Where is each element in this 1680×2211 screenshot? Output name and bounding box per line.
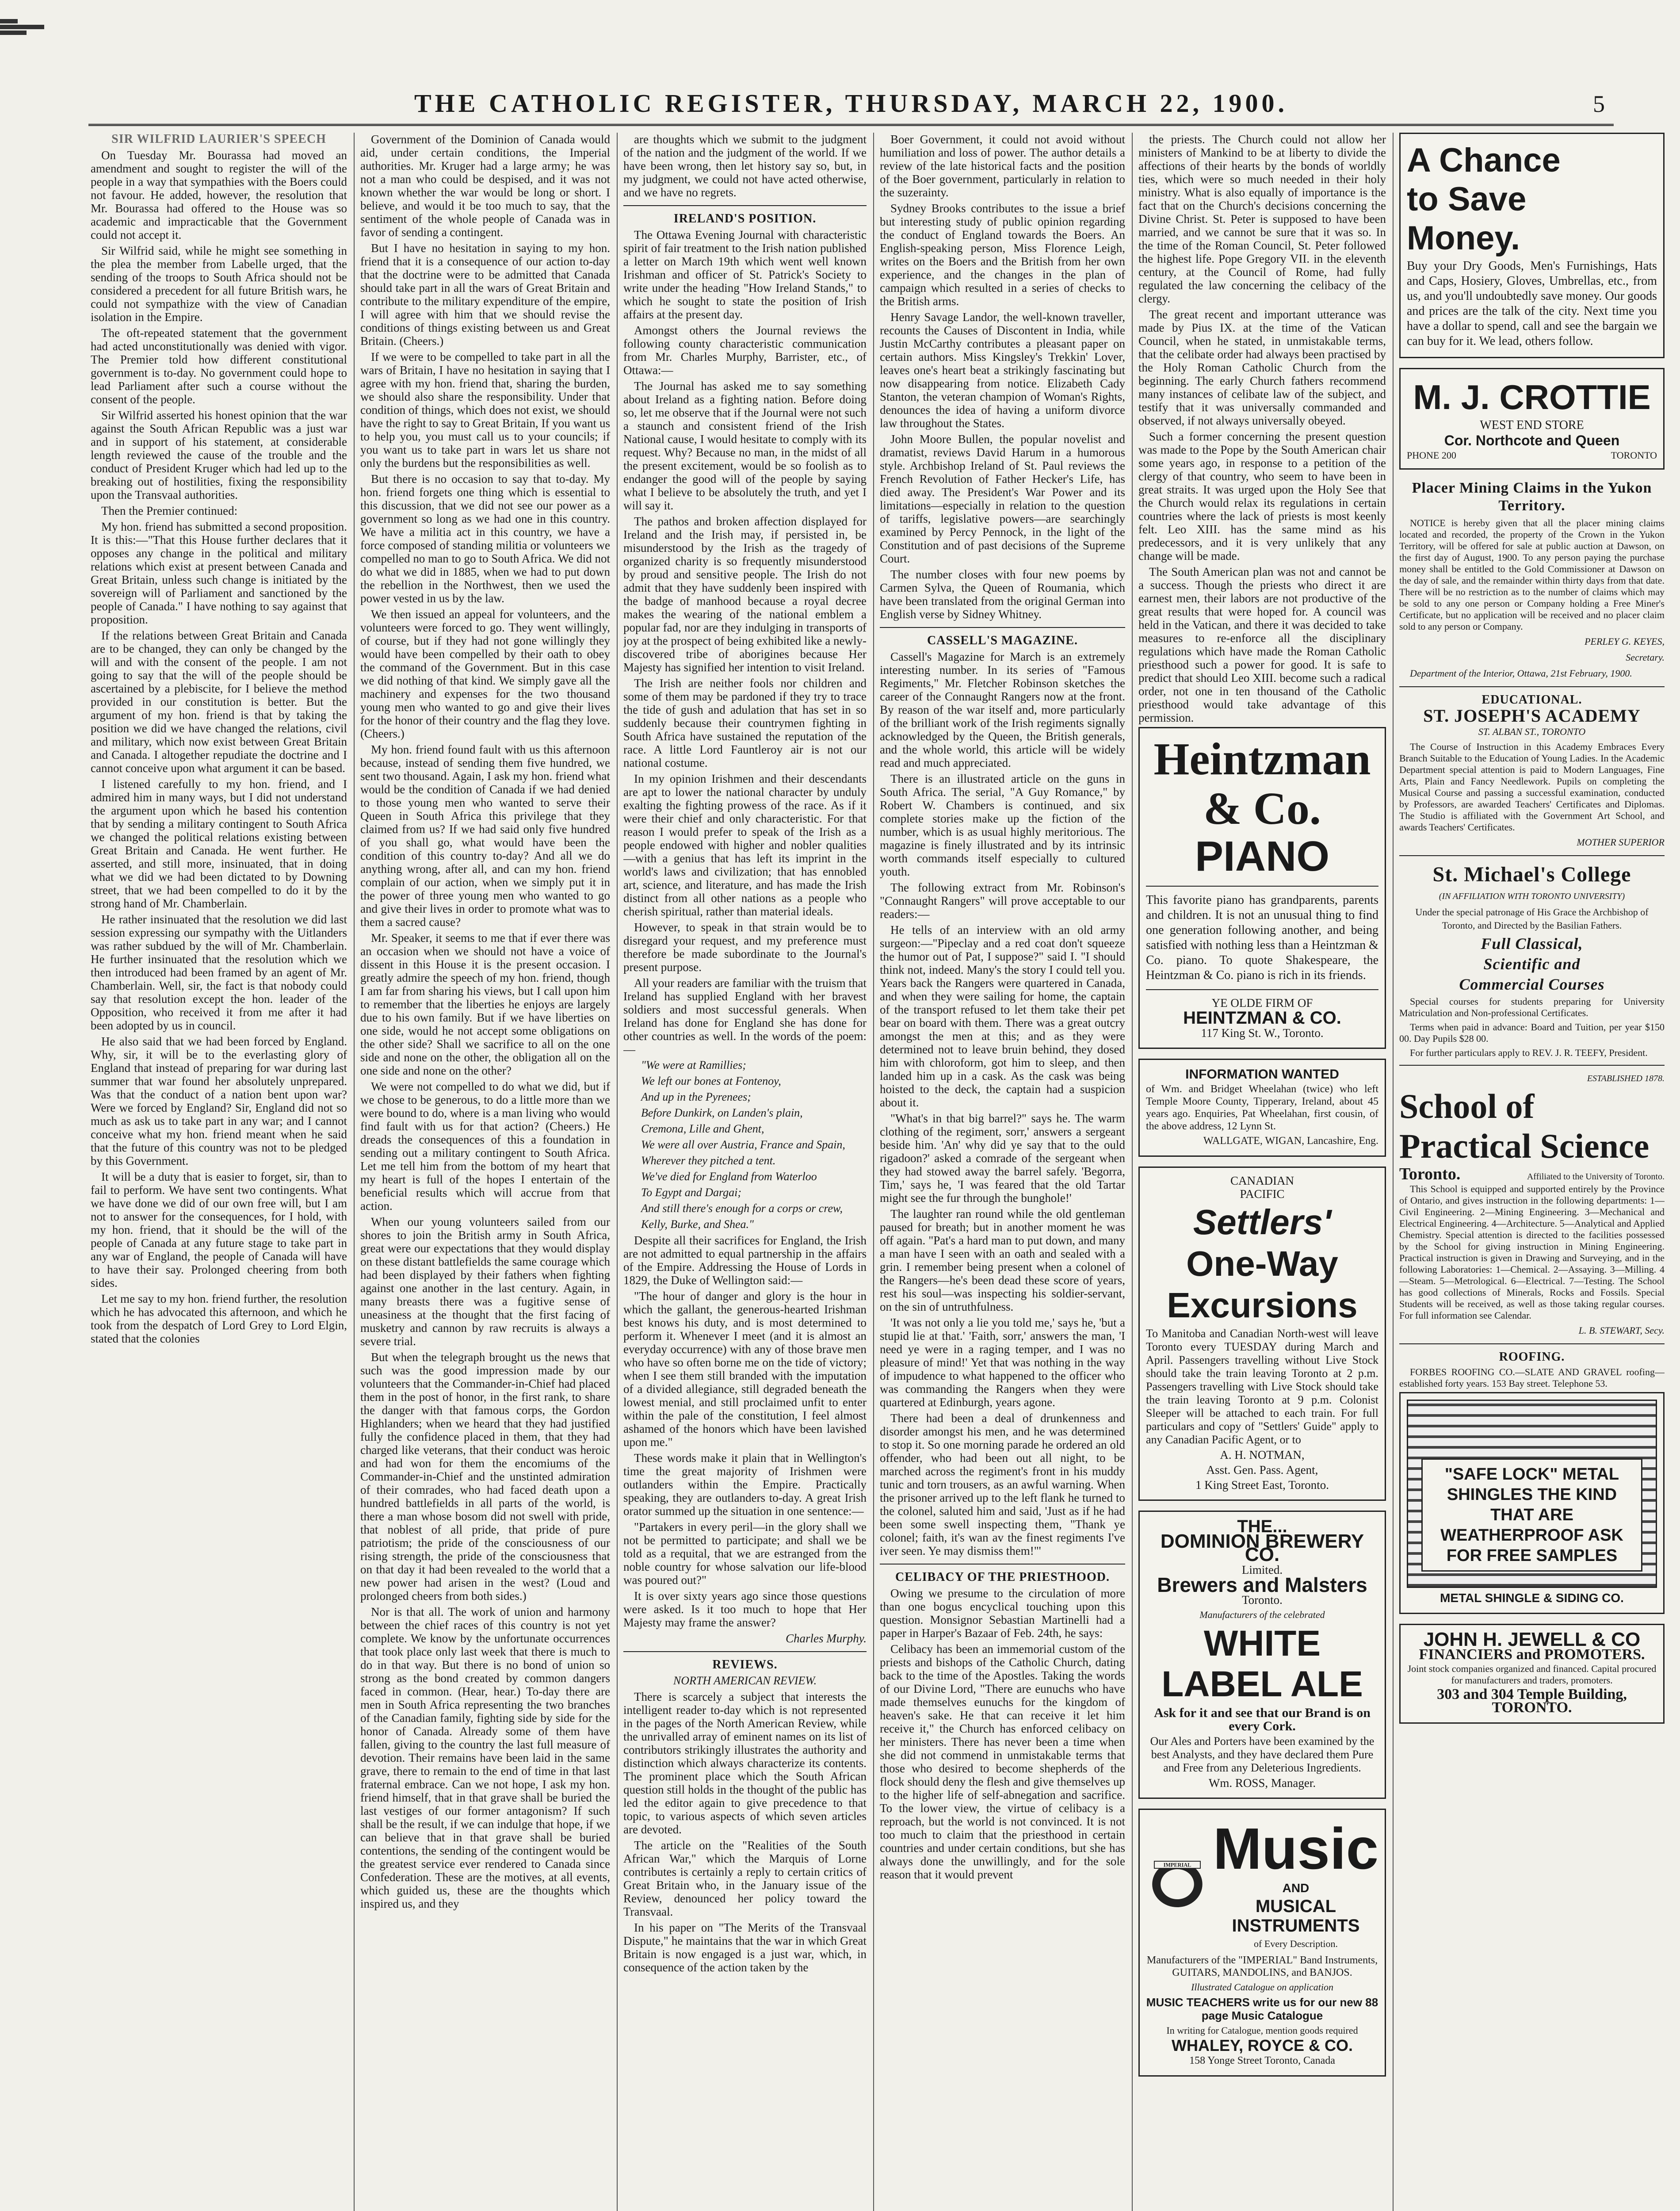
school-established: ESTABLISHED 1878. bbox=[1587, 1074, 1665, 1083]
article-heading: CELIBACY OF THE PRIESTHOOD. bbox=[895, 1570, 1110, 1584]
paragraph: We were not compelled to do what we did, but if we chose to be generous, to do a little more than we were bound to do, where is a man living who would find fault with us for that action? (Cheers.) He dreads the consequences of this a foundation in sending out a military contingent to South Africa. Let me tell him from the bottom of my heart that my heart is full of the hopes I entertain of the beneficial results which will accrue from that action. bbox=[360, 1080, 610, 1213]
college-courses: Commercial Courses bbox=[1459, 975, 1605, 993]
ad-name: M. J. CROTTIE bbox=[1413, 378, 1651, 417]
paragraph: In his paper on "The Merits of the Transvaal Dispute," he maintains that the war in which Great Britain is now engaged is a just war, which, in consequence of the action taken by the bbox=[623, 1921, 867, 1974]
ad-body: Manufacturers of the "IMPERIAL" Band Instruments, GUITARS, MANDOLINS, and BANJOS. bbox=[1146, 1955, 1378, 1978]
school-affiliation: Affiliated to the University of Toronto. bbox=[1527, 1172, 1665, 1182]
ad-the: THE... bbox=[1237, 1517, 1287, 1536]
canadian-pacific-ad bbox=[1138, 1167, 1386, 1501]
ad-phone: PHONE 200 bbox=[1407, 450, 1456, 461]
ad-heading: Settlers' bbox=[1193, 1202, 1332, 1242]
verse-line: Wherever they pitched a tent. bbox=[641, 1154, 776, 1167]
section-divider bbox=[623, 205, 867, 206]
ad-heading: Excursions bbox=[1167, 1285, 1358, 1325]
reviews-heading: REVIEWS. bbox=[712, 1658, 778, 1672]
ad-address: 158 Yonge Street Toronto, Canada bbox=[1189, 2055, 1335, 2066]
school-address: ST. ALBAN ST., TORONTO bbox=[1478, 726, 1586, 737]
column-3 bbox=[623, 133, 867, 2211]
school-body: This School is equipped and supported entirely by the Province of Ontario, and gives instruction in the following departments: 1—Civil Engineering. 2—Mining Engineering. 3—Mechanical and Electrical Engineering. 4—Architecture. 5—Analytical and Applied Chemistry. Special attention is directed to the facilities possessed by the School for giving instruction in Mining Engineering. Practical instruction is given in Drawing and Surveying, and in the following Laboratories: 1—Chemical. 2—Assaying. 3—Milling. 4—Steam. 5—Metrological. 6—Electrical. 7—Testing. The School has good collections of Minerals, Rocks and Fossils. Special Students will be received, as well as those taking regular courses. For full information see Calendar. bbox=[1399, 1183, 1665, 1321]
ad-address: 303 and 304 Temple Building, TORONTO. bbox=[1437, 1686, 1627, 1716]
ad-agent: A. H. NOTMAN, bbox=[1220, 1448, 1305, 1461]
paragraph: However, to speak in that strain would be to disregard your request, and my preference must therefore be made subordinate to the Journal's present purpose. bbox=[623, 921, 867, 974]
ad-teachers: MUSIC TEACHERS write us for our new 88 page Music Catalogue bbox=[1146, 1996, 1378, 2022]
verse-line: Cremona, Lille and Ghent, bbox=[641, 1122, 764, 1135]
paragraph: It will be a duty that is easier to forget, sir, than to fail to perform. We have sent two contingents. What we have done we did of our own free will, but I am not to answer for the consequences, for I hold, with my hon. friend, that it should be the will of the people of Canada at any future stage to take part in any war of England, the people of Canada will have to have their say. Prolonged cheering from both sides. bbox=[91, 1170, 347, 1289]
paragraph: But there is no occasion to say that to-day. My hon. friend forgets one thing which is essential to this discussion, that we did not see our power as a government so long as we had one in this country. We have a militia act in this country, we have a force composed of standing militia or volunteers we compelled no man to go to South Africa. We did not do what we did in 1885, when we had to put down the rebellion in the Northwest, then we used the power vested in us by the law. bbox=[360, 472, 610, 605]
ad-product: WHITE LABEL ALE bbox=[1161, 1623, 1363, 1704]
paragraph: 'It was not only a lie you told me,' says he, 'but a stupid lie at that.' 'Faith, sorr,' answers the man, 'I need ye were in a raging temper, and I was no pleasure of mind!' Yet that was nothing in the way of impudence to what happened to the officer who was commanding the Rangers when they were quartered at Edinburgh, years agone. bbox=[880, 1316, 1125, 1409]
metal-shingles-ad bbox=[1399, 1392, 1665, 1614]
verse-line: To Egypt and Dargai; bbox=[641, 1186, 742, 1199]
review-subheading: NORTH AMERICAN REVIEW. bbox=[673, 1674, 817, 1687]
ad-name: DOMINION BREWERY CO. bbox=[1160, 1530, 1364, 1565]
school-signature: L. B. STEWART, Secy. bbox=[1578, 1325, 1665, 1336]
column-5 bbox=[1138, 133, 1386, 2211]
ad-catalogue: Illustrated Catalogue on application bbox=[1191, 1981, 1334, 1993]
paragraph: The following extract from Mr. Robinson's "Connaught Rangers" will prove acceptable to our readers:— bbox=[880, 881, 1125, 921]
school-signature: MOTHER SUPERIOR bbox=[1577, 837, 1665, 848]
section-divider bbox=[1399, 1065, 1665, 1066]
ad-body: of Wm. and Bridget Wheelahan (twice) who left Temple Moore County, Tipperary, Ireland, about 45 years ago. Enquiries, Pat Wheelahan, first cousin, of the above address, 12 Lynn St. bbox=[1146, 1083, 1378, 1132]
column-2 bbox=[360, 133, 610, 2211]
column-rule bbox=[354, 133, 355, 2211]
ad-and: AND bbox=[1282, 1881, 1310, 1895]
paragraph: Sir Wilfrid asserted his honest opinion that the war against the South African Republic was a just war and in support of his statement, at considerable length reviewed the cause of the trouble and the conduct of President Kruger which had led up to the breaking out of hostilities, fixing the responsibility upon the Transvaal authorities. bbox=[91, 409, 347, 501]
yukon-heading: Placer Mining Claims in the Yukon Territory. bbox=[1412, 480, 1652, 514]
ad-heading: to Save bbox=[1407, 180, 1527, 218]
column-rule bbox=[1393, 133, 1394, 2211]
school-title: Practical Science bbox=[1399, 1127, 1649, 1165]
paragraph: In my opinion Irishmen and their descendants are apt to lower the national character by unduly exalting the fighting prowess of the race. As if it were their chief and only characteristic. For that reason I would prefer to speak of the Irish as a people endowed with higher and nobler qualities—with a genius that has left its imprint in the world's laws and civilization; that has ennobled art, science, and literature, and has made the Irish distinct from all other nations as a people who cherish spiritual, rather than material ideals. bbox=[623, 772, 867, 918]
ad-band: PACIFIC bbox=[1240, 1187, 1285, 1201]
column-4 bbox=[880, 133, 1125, 2211]
yukon-signature: PERLEY G. KEYES, bbox=[1585, 636, 1665, 647]
paragraph: He tells of an interview with an old army surgeon:—"Pipeclay and a red coat don't squeeze the humor out of Pat, I suppose?" said I. "I should think not, indeed. Many's the story I could tell you. Years back the Rangers were quartered in Canada, and when they were sailing for home, the captain of the transport refused to let them take their pet bear on board with them. There was a great outcry amongst the men at this; and as they were determined not to leave bruin behind, they dosed him with chloroform, got him to sleep, and then landed him up in a cask. As the cask was being hoisted to the deck, the captain had a suspicion about it. bbox=[880, 923, 1125, 1109]
ad-body: Our Ales and Porters have been examined by the best Analysts, and they have declared them Pure and Free from any Deleterious Ingredients. bbox=[1150, 1735, 1375, 1774]
school-body: The Course of Instruction in this Academy Embraces Every Branch Suitable to the Education of Young Ladies. In the Academic Department special attention is paid to Modern Languages, Fine Arts, Plain and Fancy Needlework. Pupils on completing the Musical Course and passing a successful examination, conducted by Professors, are awarded Teachers' Certificates and Diplomas. The Studio is affiliated with the Government Art School, and awards Teachers' Certificates. bbox=[1399, 741, 1665, 833]
verse-line: "We were at Ramillies; bbox=[641, 1059, 746, 1071]
ad-store: WEST END STORE bbox=[1480, 418, 1584, 432]
paragraph: Amongst others the Journal reviews the following county characteristic communication from Mr. Charles Murphy, Barrister, etc., of Ottawa:— bbox=[623, 324, 867, 377]
ad-product: PIANO bbox=[1195, 833, 1330, 880]
ad-ordering: In writing for Catalogue, mention goods required bbox=[1166, 2025, 1358, 2036]
article-heading: IRELAND'S POSITION. bbox=[673, 212, 817, 226]
ad-every: of Every Description. bbox=[1253, 1938, 1338, 1949]
paragraph: Sir Wilfrid said, while he might see something in the plea the member from Labelle urged, that the sending of the troops to South Africa should not be considered a precedent for all future British wars, he could not sympathize with the view of Canadian isolation in the Empire. bbox=[91, 244, 347, 324]
ad-brand: Heintzman & Co. bbox=[1153, 734, 1371, 834]
ad-heading: A Chance bbox=[1407, 142, 1561, 179]
yukon-signature-title: Secretary. bbox=[1626, 652, 1665, 663]
paragraph: "What's in that big barrel?" says he. The warm clothing of the regiment, sorr,' answers a sergeant beside him. 'An' why did ye say that to the ould rigadoon?' asked a comrade of the sergeant when they had stowed away the barrel safely. 'Begorra, Tim,' says he, 'I was feared that the old Tartar might see the fur through the bunghole!' bbox=[880, 1112, 1125, 1205]
ad-body: This favorite piano has grandparents, parents and children. It is not an unusual thing to find one generation following another, and being satisfied with nothing less than a Heintzman & Co. piano. To quote Shakespeare, the Heintzman & Co. piano is rich in its friends. bbox=[1146, 893, 1378, 982]
ad-divider bbox=[1146, 989, 1378, 990]
paragraph: He rather insinuated that the resolution we did last session expressing our sympathy with the Uitlanders was rather subdued by the will of Mr. Chamberlain. He further insinuated that the resolution which we then introduced had been framed by an agent of Mr. Chamberlain. Well, sir, the fact is that nobody could say that resolution except the hon. leader of the Opposition, who received it from me after it had been adopted by us in council. bbox=[91, 913, 347, 1032]
column-1 bbox=[91, 133, 347, 2211]
corner-printer-mark bbox=[0, 18, 71, 31]
paragraph: The South American plan was not and cannot be a success. Though the priests who direct it are earnest men, their labors are not productive of the great results that were hoped for. A council was held in the Vatican, and there it was decided to take measures to re-enforce all the disciplinary regulations which have made the Roman Catholic priesthood such a power for good. It is safe to predict that should Leo XIII. become such a radical order, not one in ten thousand of the Catholic priesthood would take advantage of this permission. bbox=[1138, 565, 1386, 724]
ad-city: Toronto. bbox=[1242, 1593, 1283, 1607]
ad-address: 117 King St. W., Toronto. bbox=[1201, 1026, 1324, 1040]
paragraph: are thoughts which we submit to the judgment of the nation and the judgment of the world. If we have been wrong, then let history say so, but, in my judgment, we could not have acted otherwise, and we have no regrets. bbox=[623, 133, 867, 199]
ad-makers: Manufacturers of the celebrated bbox=[1199, 1609, 1325, 1620]
paragraph: John Moore Bullen, the popular novelist and dramatist, reviews David Harum in a humorous style. Archbishop Ireland of St. Paul reviews the French Revolution of Father Hecker's Life, has died away. The President's War Power and its limitations—especially in relation to the question of tariffs, legislative powers—are searchingly examined by Percy Pennock, in the light of the Constitution and of past decisions of the Supreme Court. bbox=[880, 432, 1125, 565]
verse-line: And up in the Pyrenees; bbox=[641, 1090, 751, 1103]
paragraph: We then issued an appeal for volunteers, and the volunteers were forced to go. They went willingly, of course, but if they had not gone willingly they would have been compelled by their oath to obey the command of the Government. But in this case we did nothing of that kind. We simply gave all the machinery and expenses for the two thousand young men who wanted to go and give their lives for the honor of their country and the flag they love. (Cheers.) bbox=[360, 608, 610, 740]
paragraph: The laughter ran round while the old gentleman paused for breath; but in another moment he was off again. "Pat's a hard man to put down, and many a man have I seen with an oath and sealed with a grin. I remember being present when a colonel of the Rangers—he's been dead these score of years, rest his soul—was inspecting his soldier-servant, on the sin of untruthfulness. bbox=[880, 1207, 1125, 1313]
college-affiliation: (IN AFFILIATION WITH TORONTO UNIVERSITY) bbox=[1439, 891, 1625, 901]
paragraph: Let me say to my hon. friend further, the resolution which he has advocated this afternoon, and which he took from the despatch of Lord Grey to Lord Elgin, stated that the colonies bbox=[91, 1292, 347, 1345]
roofing-body: FORBES ROOFING CO.—SLATE AND GRAVEL roofing—established forty years. 153 Bay street. Telephone 53. bbox=[1399, 1366, 1665, 1389]
verse-line: We've died for England from Waterloo bbox=[641, 1170, 817, 1183]
ad-name: JOHN H. JEWELL & CO bbox=[1423, 1629, 1641, 1650]
paragraph: But I have no hesitation in saying to my hon. friend that it is a consequence of our action to-day that the doctrine were to be admitted that Canada should take part in all the wars of Great Britain and contribute to the military expenditure of the empire, I will agree with him that we should revise the conditions of things existing between us and Great Britain. (Cheers.) bbox=[360, 241, 610, 348]
paragraph: There is scarcely a subject that interests the intelligent reader to-day which is not represented in the pages of the North American Review, while the unrivalled array of eminent names on its list of contributors strikingly illustrates the authority and distinction which always characterize its contents. The prominent place which the South African question still holds in the thought of the public has led the editor again to give precedence to that topic, to various aspects of which seven articles are devoted. bbox=[623, 1690, 867, 1836]
educational-heading: EDUCATIONAL. bbox=[1481, 693, 1582, 707]
paragraph: If we were to be compelled to take part in all the wars of Britain, I have no hesitation in saying that I agree with my hon. friend that, sharing the burden, we should also share the responsibility. Under that condition of things, which does not exist, we should have the right to say to Great Britain, If you want us to help you, you must call us to your councils; if you want us to take part in wars let us share not only the burdens but the responsibilities as well. bbox=[360, 350, 610, 470]
paragraph: If the relations between Great Britain and Canada are to be changed, they can only be changed by the will and with the consent of the people. I am not going to say that the will of the people should be ascertained by a plebiscite, for I believe the method provided in our constitution is better. But the argument of my hon. friend is that by taking the position we did we have changed the relations, civil and military, which now exist between Great Britain and Canada. I altogether repudiate the doctrine and I cannot conceive upon what argument it can be based. bbox=[91, 629, 347, 775]
paragraph: On Tuesday Mr. Bourassa had moved an amendment and sought to register the will of the people in a way that sympathies with the Boers could not favour. He added, however, the resolution that Mr. Bourassa had offered to the House was so academic and impracticable that the Government could not accept it. bbox=[91, 149, 347, 241]
ad-body: Buy your Dry Goods, Men's Furnishings, Hats and Caps, Hosiery, Gloves, Umbrellas, etc., from us, and you'll undoubtedly save money. Our goods and prices are the talk of the city. Next time you have a dollar to spend, call and see the bargain we can buy for it. We lead, others follow. bbox=[1407, 259, 1657, 348]
paragraph: All your readers are familiar with the truism that Ireland has supplied England with her bravest soldiers and most successful generals. When Ireland has done for England she has done for other countries as well. In the words of the poem:— bbox=[623, 976, 867, 1056]
ad-firm-line: YE OLDE FIRM OF bbox=[1211, 996, 1313, 1010]
paragraph: It is over sixty years ago since those questions were asked. Is it too much to hope that Her Majesty may frame the answer? bbox=[623, 1589, 867, 1629]
college-special: Special courses for students preparing for University Matriculation and Non-professional Certificates. bbox=[1399, 996, 1665, 1018]
college-courses: Full Classical, bbox=[1481, 935, 1583, 952]
article-heading: SIR WILFRID LAURIER'S SPEECH bbox=[111, 133, 326, 146]
paragraph: The Ottawa Evening Journal with characteristic spirit of fair treatment to the Irish nation published a letter on March 19th which went well known Irishman and officer of St. Patrick's Society to write under the heading "How Ireland Stands," to which he sought to state the position of Irish affairs at the present day. bbox=[623, 228, 867, 321]
college-name: St. Michael's College bbox=[1432, 863, 1631, 886]
paragraph: My hon. friend has submitted a second proposition. It is this:—"That this House further declares that it opposes any change in the political and military relations which exist at present between Canada and Great Britain, unless such change is initiated by the sovereign will of Parliament and sanctioned by the people of Canada." I have nothing to say against that proposition. bbox=[91, 520, 347, 626]
paragraph: Cassell's Magazine for March is an extremely interesting number. In its series of "Famous Regiments," Mr. Fletcher Robinson sketches the career of the Connaught Rangers now at the front. By reason of the war itself and, more particularly of the brilliant work of the Irish regiments signally acknowledged by the Queen, the British generals, and the whole world, this article will be widely read and much appreciated. bbox=[880, 650, 1125, 769]
paragraph: The Journal has asked me to say something about Ireland as a fighting nation. Before doing so, let me observe that if the Journal were not such a staunch and consistent friend of the Irish National cause, I would hesitate to comply with its request. Why? Because no man, in the midst of all the present excitement, would be so foolish as to endanger the good will of the people by saying what I believe to be absolutely the truth, and yet I will say it. bbox=[623, 379, 867, 512]
ad-subtitle: MUSICAL INSTRUMENTS bbox=[1232, 1897, 1360, 1936]
verse-line: Before Dunkirk, on Landen's plain, bbox=[641, 1106, 803, 1119]
paragraph: I listened carefully to my hon. friend, and I admired him in many ways, but I did not understand the argument upon which he based his contention that by sending a military contingent to South Africa we changed the political relations existing between Great Britain and Canada. He went further. He asserted, and still more, insinuated, that in doing what we did we had been dictated to by Downing street, that we had been compelled to do it by the strong hand of Mr. Chamberlain. bbox=[91, 777, 347, 910]
shingles-illustration bbox=[1407, 1400, 1657, 1588]
paragraph: Nor is that all. The work of union and harmony between the chief races of this country is not yet complete. We know by the unfortunate occurrences that took place only last week that there is much to do in that way. But there is no bond of union so strong as the bond created by common dangers faced in common. (Hear, hear.) To-day there are men in South Africa representing the two branches of the Canadian family, fighting side by side for the honor of Canada. Already some of them have fallen, giving to the country the last full measure of devotion. Their remains have been laid in the same grave, there to remain to the end of time in that last fraternal embrace. Can we not hope, I ask my hon. friend himself, that in that grave shall be buried the last vestiges of our former antagonism? If such shall be the result, if we can indulge that hope, if we can believe that in that grave shall be buried contentions, the sending of the contingent would be the greatest service ever rendered to Canada since Confederation. These are the motives, at all events, which guided us, these are the thoughts which inspired us, and they bbox=[360, 1605, 610, 1910]
paragraph: The Irish are neither fools nor children and some of them may be pardoned if they try to trace the tide of gush and adulation that has set in so suddenly because their countrymen fighting in South Africa have sustained the reputation of the race. A little Lord Fauntleroy air is not our national costume. bbox=[623, 677, 867, 769]
shingles-company: METAL SHINGLE & SIDING CO. bbox=[1440, 1591, 1624, 1605]
paragraph: The oft-repeated statement that the government had acted unconstitutionally was denied with vigor. The Premier told how different constitutional government is to-day. No government could hope to lead Parliament after such a course without the consent of the people. bbox=[91, 326, 347, 406]
author-signature: Charles Murphy. bbox=[785, 1632, 867, 1645]
ad-title: FINANCIERS and PROMOTERS. bbox=[1419, 1646, 1645, 1663]
section-divider bbox=[880, 627, 1125, 628]
jewell-financiers-ad bbox=[1399, 1624, 1665, 1724]
ad-firm: WHALEY, ROYCE & CO. bbox=[1171, 2036, 1353, 2054]
school-city: Toronto. bbox=[1399, 1165, 1461, 1183]
ad-heading: One-Way bbox=[1186, 1244, 1338, 1283]
paragraph: The article on the "Realities of the South African War," which the Marquis of Lorne contributes is certainly a reply to certain critics of Great Britain who, in the January issue of the Review, denounced her policy toward the Transvaal. bbox=[623, 1839, 867, 1918]
paragraph: The number closes with four new poems by Carmen Sylva, the Queen of Roumania, which have been translated from the original German into English verse by Sidney Whitney. bbox=[880, 568, 1125, 621]
ad-title: INFORMATION WANTED bbox=[1185, 1067, 1339, 1082]
newspaper-title: THE CATHOLIC REGISTER, THURSDAY, MARCH 22, 1900. bbox=[414, 89, 1288, 118]
ad-limited: Limited. bbox=[1241, 1563, 1283, 1576]
ad-trade: Brewers and Malsters bbox=[1157, 1573, 1367, 1596]
column-rule bbox=[1132, 133, 1133, 2211]
dominion-brewery-ad bbox=[1138, 1511, 1386, 1799]
paragraph: He also said that we had been forced by England. Why, sir, it will be to the everlasting glory of England that instead of preparing for war during last summer that war found her absolutely unprepared. Was that the conduct of a nation bent upon war? Were we forced by England? Sir, England did not so much as ask us to take part in any war; and I cannot conceive what my hon. friend meant when he said that the future of this country was not to be pledged by this Government. bbox=[91, 1035, 347, 1167]
paragraph: There is an illustrated article on the guns in South Africa. The serial, "A Guy Romance," by Robert W. Chambers is continued, and six complete stories make up the fiction of the number, which is as usual highly meritorious. The magazine is finely illustrated and by its intrinsic worth commands itself especially to cultured youth. bbox=[880, 772, 1125, 878]
paragraph: My hon. friend found fault with us this afternoon because, instead of sending them five hundred, we sent two thousand. Again, I ask my hon. friend what would be the condition of Canada if we had denied to those young men who wanted to serve their Queen in South Africa this privilege that they claimed from us? If we had said only five hundred of you shall go, what would have been the condition of this country to-day? And all we do anything wrong, after all, and can my hon. friend complain of our action, when we simply put it in the power of three young men who wanted to go and give their lives in order to promote what was to them a sacred cause? bbox=[360, 743, 610, 929]
column-rule bbox=[873, 133, 874, 2211]
verse-line: We left our bones at Fontenoy, bbox=[641, 1075, 781, 1087]
ad-address: Cor. Northcote and Queen bbox=[1444, 432, 1620, 448]
verse-line: We were all over Austria, France and Spain, bbox=[641, 1138, 845, 1151]
paragraph: Despite all their sacrifices for England, the Irish are not admitted to equal partnership in the affairs of the Empire. Addressing the House of Lords in 1829, the Duke of Wellington said:— bbox=[623, 1234, 867, 1287]
ad-heading: Money. bbox=[1407, 219, 1520, 257]
paragraph: There had been a deal of drunkenness and disorder amongst his men, and he was determined to stop it. So one morning parade he ordered an old offender, who had been out all night, to be marched across the regiment's front in his muddy tunic and torn trousers, as an awful warning. When the prisoner arrived up to the left flank he turned to the colonel, saluted him and said, 'Just as if he had been some swell inspecting them, "Thank ye colonel; faith, it's wan av the finest regiments I've iver seen. Ye may dismiss them!"' bbox=[880, 1412, 1125, 1557]
paragraph: the priests. The Church could not allow her ministers of Mankind to be at liberty to divide the affections of their hearts by the bonds of worldly ties, which were so much needed in their holy ministry. What is also equally of importance is the fact that on the Church's decisions concerning the Divine Christ. St. Peter is supposed to have been married, and we cannot be sure that it was so. In the time of the Roman Council, St. Peter followed the highest life. Pope Gregory VII. in the eleventh century, at the Council of Rome, had fully regulated the law concerning the celibacy of the clergy. bbox=[1138, 133, 1386, 305]
column-rule bbox=[617, 133, 618, 2211]
college-courses: Scientific and bbox=[1483, 955, 1581, 973]
section-divider bbox=[623, 1651, 867, 1652]
ad-city: TORONTO bbox=[1611, 450, 1657, 461]
ad-title: Music bbox=[1213, 1816, 1378, 1881]
paragraph: Owing we presume to the circulation of more than one bogus encyclical touching upon this question. Monsignor Sebastian Martinelli had a paper in Harper's Bazaar of Feb. 24th, he says: bbox=[880, 1587, 1125, 1640]
article-heading: CASSELL'S MAGAZINE. bbox=[927, 634, 1078, 647]
paragraph: Celibacy has been an immemorial custom of the priests and bishops of the Catholic Church, dating back to the time of the Apostles. Taking the words of our Divine Lord, "There are eunuchs who have made themselves eunuchs for the kingdom of heaven's sake. He that can receive it let him receive it," the Church has enforced celibacy on her ministers. There has never been a time when she did not commend in unmistakable terms that those who desired to become shepherds of the flock should deny the flesh and give themselves up to the higher life of self-abnegation and sacrifice. To the lower view, the virtue of celibacy is a reproach, but the world is not convinced. It is not too much to claim that the priesthood in certain countries and under certain conditions, but she has always done the unwillingly, and for the sole reason that it would prevent bbox=[880, 1642, 1125, 1881]
ad-divider bbox=[1146, 886, 1378, 887]
yukon-body: NOTICE is hereby given that all the placer mining claims located and recorded, the property of the Crown in the Yukon Territory, will be offered for sale at public auction at Dawson, on the first day of August, 1900. To any person paying the purchase money shall be entitled to the Gold Commissioner at Dawson on the day of sale, and the remainder within thirty days from that date. There will be no restriction as to the number of claims which may be sold to any one person or Company holding a Free Miner's Certificate, but no application will be received and no placer claim sold to any person or Company. bbox=[1399, 517, 1665, 632]
column-6 bbox=[1399, 133, 1665, 2211]
paragraph: Boer Government, it could not avoid without humiliation and loss of power. The author details a review of the late historical facts and the position of the Boer government, particularly in relation to the suzerainty. bbox=[880, 133, 1125, 199]
music-instruments-ad bbox=[1138, 1809, 1386, 2077]
ad-logo-text: IMPERIAL bbox=[1163, 1862, 1191, 1868]
yukon-department: Department of the Interior, Ottawa, 21st February, 1900. bbox=[1410, 668, 1632, 679]
ad-body: Joint stock companies organized and financed. Capital procured for manufacturers and traders, promoters. bbox=[1407, 1663, 1657, 1686]
paragraph: The great recent and important utterance was made by Pius IX. at the time of the Vatican Council, when he stated, in unmistakable terms, that the celibate order had always been practised by the Holy Roman Catholic Church from the beginning. The early Church fathers recommend many instances of celibate law of the subject, and testify that it was universally commanded and observed, if not always universally obeyed. bbox=[1138, 308, 1386, 427]
shingles-label: "SAFE LOCK" METAL SHINGLES THE KIND THAT ARE WEATHERPROOF ASK FOR FREE SAMPLES bbox=[1421, 1458, 1642, 1572]
section-divider bbox=[1399, 686, 1665, 687]
bass-drum-icon bbox=[1146, 1827, 1209, 1942]
crottie-store-ad bbox=[1399, 368, 1665, 470]
paragraph: Henry Savage Landor, the well-known traveller, recounts the Causes of Discontent in India, while Justin McCarthy contributes a pleasant paper on certain authors. Miss Kingsley's Trekkin' Lover, leaves one's heart beat a strikingly fascinating but now disappearing from notice. Elizabeth Cady Stanton, the veteran champion of Woman's Rights, denounces the idea of having a uniform divorce law throughout the States. bbox=[880, 310, 1125, 430]
paragraph: The pathos and broken affection displayed for Ireland and the Irish may, if persisted in, be misunderstood by the Irish as the tragedy of organized charity is so frequently misunderstood by proud and sensitive people. The Irish do not admit that they have suddenly been inspired with the badge of manhood because a royal decree makes the wearing of the national emblem a popular fad, nor are they indulging in transports of joy at the prospect of being exhibited like a newly-discovered tribe of aborigines because Her Majesty has signified her intention to visit Ireland. bbox=[623, 515, 867, 674]
college-further: For further particulars apply to REV. J. R. TEEFY, President. bbox=[1410, 1047, 1648, 1058]
paragraph: "Partakers in every peril—in the glory shall we not be permitted to participate; and shall we be told as a requital, that we are estranged from the noble country for whose salvation our life-blood was poured out?" bbox=[623, 1520, 867, 1587]
ad-band: CANADIAN bbox=[1230, 1174, 1294, 1187]
roofing-heading: ROOFING. bbox=[1499, 1350, 1565, 1364]
paragraph: When our young volunteers sailed from our shores to join the British army in South Africa, great were our expectations that they would display on these distant battlefields the same courage which had been displayed by their fathers when fighting against one another in the last century. Again, in many breasts there was a fugitive sense of uneasiness at the thought that the first facing of musketry and cannon by raw recruits is always a severe trial. bbox=[360, 1215, 610, 1348]
ad-signature: WALLGATE, WIGAN, Lancashire, Eng. bbox=[1203, 1135, 1378, 1147]
heintzman-piano-ad bbox=[1138, 727, 1386, 1049]
section-divider bbox=[1399, 1343, 1665, 1344]
section-divider bbox=[1399, 855, 1665, 856]
college-terms: Terms when paid in advance: Board and Tuition, per year $150 00. Day Pupils $28 00. bbox=[1399, 1021, 1665, 1044]
ad-address: 1 King Street East, Toronto. bbox=[1195, 1478, 1329, 1492]
school-name: ST. JOSEPH'S ACADEMY bbox=[1423, 706, 1641, 726]
verse-line: Kelly, Burke, and Shea." bbox=[641, 1218, 754, 1231]
ad-agent-title: Asst. Gen. Pass. Agent, bbox=[1206, 1463, 1318, 1477]
paragraph: "The hour of danger and glory is the hour in which the gallant, the generous-hearted Irishman best knows his duty, and is most determined to perform it. Whenever I meet (and it is almost an everyday occurrence) with any of those brave men who have so often borne me on the tide of victory; when I see them still branded with the imputation of a divided allegiance, still degraded beneath the lowest menial, and still proclaimed unfit to enter within the pale of the constitution, I feel almost ashamed of the honors which have been lavished upon me." bbox=[623, 1289, 867, 1449]
ad-manager: Wm. ROSS, Manager. bbox=[1208, 1776, 1316, 1790]
paragraph: But when the telegraph brought us the news that such was the good impression made by our volunteers that the Commander-in-Chief had placed them in the post of honor, in the first rank, to share the danger with that famous corps, the Gordon Highlanders; when we heard that they had justified fully the confidence placed in them, that they had charged like veterans, that their conduct was heroic and had won for them the encomiums of the Commander-in-Chief and the unstinted admiration of their comrades, who had faced death upon a hundred battlefields in all parts of the world, is there a man whose bosom did not swell with pride, that noblest of all pride, that pride of pure patriotism; the pride of the consciousness of our rising strength, the pride of the consciousness that on that day it had been revealed to the world that a new power had arisen in the west? (Loud and prolonged cheers from both sides.) bbox=[360, 1350, 610, 1603]
school-title: School of bbox=[1399, 1087, 1535, 1125]
ad-tagline: Ask for it and see that our Brand is on every Cork. bbox=[1154, 1706, 1371, 1733]
ad-body: To Manitoba and Canadian North-west will leave Toronto every TUESDAY during March and April. Passengers travelling without Live Stock should take the train leaving Toronto at 2 p.m. Passengers travelling with Live Stock should take the train leaving Toronto at 9 p.m. Colonist Sleeper will be attached to each train. For full particulars and copy of "Settlers' Guide" apply to any Canadian Pacific Agent, or to bbox=[1146, 1327, 1378, 1446]
chance-to-save-ad bbox=[1399, 133, 1665, 358]
paragraph: Sydney Brooks contributes to the issue a brief but interesting study of public opinion regarding the conduct of England towards the Boers. An English-speaking person, Miss Florence Leigh, writes on the Boers and the British from her own experience, and the changes in the plan of campaign which resulted in a series of checks to the British arms. bbox=[880, 202, 1125, 308]
page-number: 5 bbox=[1593, 91, 1605, 117]
information-wanted-ad bbox=[1138, 1059, 1386, 1157]
section-divider bbox=[880, 1564, 1125, 1565]
college-patronage: Under the special patronage of His Grace the Archbishop of Toronto, and Directed by the Basilian Fathers. bbox=[1415, 907, 1649, 931]
paragraph: Government of the Dominion of Canada would aid, under certain conditions, the Imperial authorities. Mr. Kruger had a large army; he was not a man who could be despised, and it was not known whether the war would be long or short. I believe, and would it be too much to say, that the sentiment of the whole people of Canada was in favor of sending a contingent. bbox=[360, 133, 610, 239]
ad-firm-name: HEINTZMAN & CO. bbox=[1183, 1008, 1341, 1028]
paragraph: Such a former concerning the present question was made to the Pope by the South American chair some years ago, in response to a petition of the clergy of that country, who seem to have been in great straits. It was urged upon the Holy See that the Church would relax its regulations in certain countries where the lack of priests is most keenly felt. Leo XIII. has the same mind as his predecessors, and it is very unlikely that any change will be made. bbox=[1138, 430, 1386, 562]
paragraph: These words make it plain that in Wellington's time the great majority of Irishmen were outlanders within the Empire. Practically speaking, they are outlanders to-day. A great Irish orator summed up the situation in one sentence:— bbox=[623, 1451, 867, 1518]
paragraph: Then the Premier continued: bbox=[101, 504, 238, 517]
verse-line: And still there's enough for a corps or crew, bbox=[641, 1202, 843, 1215]
paragraph: Mr. Speaker, it seems to me that if ever there was an occasion when we should not have a voice of dissent in this House it is the present occasion. I greatly admire the speech of my hon. friend, though I am far from sharing his views, but I call upon him to remember that the liberties he enjoys are largely due to his own family. But if we have liberties on one side, would he not accept some obligations on the other side? Shall we sacrifice to all on the one side and none on the other, the obligation all on the one side and none on the other? bbox=[360, 931, 610, 1077]
masthead bbox=[88, 84, 1614, 126]
